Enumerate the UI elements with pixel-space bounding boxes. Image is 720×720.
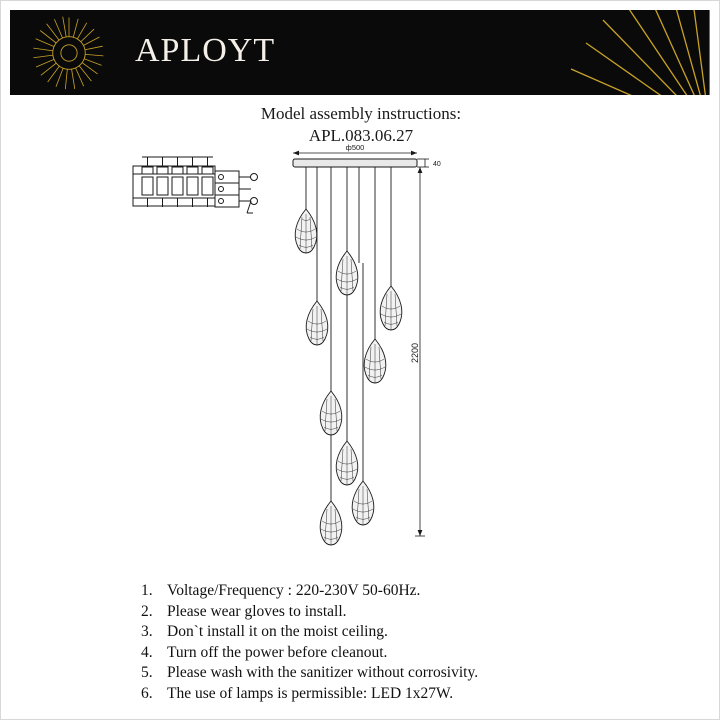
list-item-number: 4. bbox=[141, 643, 153, 661]
list-item bbox=[141, 684, 701, 705]
list-item-text: Turn off the power before cleanout. bbox=[167, 643, 388, 661]
canopy-height-label: 40 bbox=[433, 161, 441, 168]
page-title: Model assembly instructions: bbox=[260, 104, 462, 123]
dimension-canopy-height bbox=[417, 159, 429, 167]
pendant-group bbox=[295, 209, 402, 545]
drop-length-label: 2200 bbox=[410, 342, 420, 364]
drawing-svg bbox=[1, 141, 720, 566]
list-item-text: Don`t install it on the moist ceiling. bbox=[167, 623, 388, 640]
list-item-text: Please wash with the sanitizer without corrosivity. bbox=[167, 664, 479, 681]
fan-rays-icon bbox=[510, 10, 710, 95]
list-item-text: Voltage/Frequency : 220-230V 50-60Hz. bbox=[167, 582, 421, 599]
pendant-drop bbox=[320, 391, 342, 435]
list-item-number: 2. bbox=[141, 602, 153, 620]
assembly-drawing bbox=[1, 141, 720, 566]
list-item bbox=[141, 581, 701, 602]
instructions-list bbox=[141, 581, 701, 704]
list-item-text: The use of lamps is permissible: LED 1x27W. bbox=[167, 684, 454, 702]
canopy-plate bbox=[293, 159, 417, 167]
pendant-drop bbox=[306, 301, 328, 345]
list-item bbox=[141, 602, 701, 623]
header-banner bbox=[10, 10, 710, 95]
canopy-diameter-label: ф500 bbox=[345, 143, 365, 152]
list-item-number: 6. bbox=[141, 684, 153, 702]
list-item-number: 1. bbox=[141, 582, 153, 599]
pendant-drop bbox=[364, 339, 386, 383]
pendant-drop bbox=[380, 286, 402, 330]
pendant-drop bbox=[320, 501, 342, 545]
list-item-text: Please wear gloves to install. bbox=[167, 602, 347, 620]
pendant-drop bbox=[336, 441, 358, 485]
pendant-drop bbox=[336, 251, 358, 295]
brand-name: APLOYT bbox=[135, 32, 276, 69]
list-item bbox=[141, 663, 701, 684]
sunburst-icon bbox=[32, 16, 106, 90]
terminal-block-diagram bbox=[133, 157, 258, 213]
list-item bbox=[141, 643, 701, 664]
pendant-drop bbox=[295, 209, 317, 253]
model-code: APL.083.06.27 bbox=[308, 126, 414, 145]
list-item-number: 3. bbox=[141, 623, 153, 640]
list-item bbox=[141, 622, 701, 643]
pendant-drop bbox=[352, 481, 374, 525]
list-item-number: 5. bbox=[141, 664, 153, 681]
